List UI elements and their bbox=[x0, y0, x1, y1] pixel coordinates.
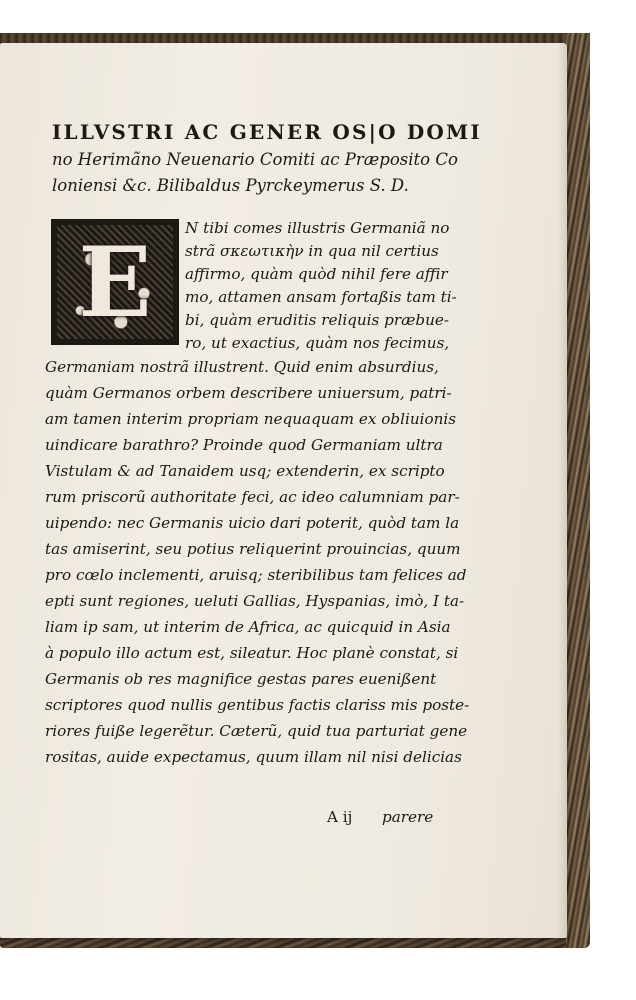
text-line: epti sunt regiones, ueluti Gallias, Hyspanias, imò, I ta- bbox=[45, 592, 465, 610]
text-line: quàm Germanos orbem describere uniuersum, patri- bbox=[45, 384, 452, 402]
text-line: uipendo: nec Germanis uicio dari poterit, quòd tam la bbox=[45, 514, 460, 532]
text-line: liam ip sam, ut interim de Africa, ac quicquid in Asia bbox=[45, 618, 451, 636]
heading-line-1: ILLVSTRI AC GENER OS|O DOMI bbox=[52, 120, 482, 144]
text-line: strã σκεωτικὴν in qua nil certius bbox=[185, 242, 439, 260]
page-edge-shadow bbox=[557, 43, 567, 938]
initial-letter: E bbox=[78, 225, 152, 339]
text-line: Germanis ob res magnifice gestas pares euenißent bbox=[45, 670, 437, 688]
catchword: parere bbox=[382, 808, 434, 826]
text-line: Germaniam nostrã illustrent. Quid enim absurdius, bbox=[45, 358, 439, 376]
book bbox=[0, 33, 590, 948]
text-line: rum priscorũ authoritate feci, ac ideo calumniam par- bbox=[45, 488, 460, 506]
text-line: am tamen interim propriam nequaquam ex obliuionis bbox=[45, 410, 457, 428]
text-line: mo, attamen ansam fortaßis tam ti- bbox=[185, 288, 457, 306]
text-line: tas amiserint, seu potius reliquerint prouincias, quum bbox=[45, 540, 461, 558]
text-line: ro, ut exactius, quàm nos fecimus, bbox=[185, 334, 450, 352]
text-line: bi, quàm eruditis reliquis præbue- bbox=[185, 311, 450, 329]
heading-line-2: no Herimãno Neuenario Comiti ac Præposito Co bbox=[52, 150, 458, 169]
text-line: uindicare barathro? Proinde quod Germaniam ultra bbox=[45, 436, 443, 454]
text-line: rositas, auide expectamus, quum illam nil nisi delicias bbox=[45, 748, 462, 766]
text-line: Vistulam & ad Tanaidem usq; extenderin, ex scripto bbox=[45, 462, 445, 480]
signature-mark: A ij bbox=[327, 808, 353, 826]
text-line: pro cœlo inclementi, aruisq; steribilibus tam felices ad bbox=[45, 566, 467, 584]
text-line: riores fuiße legerẽtur. Cæterũ, quid tua parturiat gene bbox=[45, 722, 468, 740]
text-line: scriptores quod nullis gentibus factis clariss mis poste- bbox=[45, 696, 470, 714]
text-line: N tibi comes illustris Germaniã no bbox=[185, 219, 450, 237]
cover-edge-marble bbox=[566, 33, 590, 948]
heading-line-3: loniensi &c. Bilibaldus Pyrckeymerus S. D. bbox=[52, 176, 409, 195]
text-line: à populo illo actum est, sileatur. Hoc planè constat, si bbox=[45, 644, 459, 662]
page-footer bbox=[45, 43, 440, 843]
text-line: affirmo, quàm quòd nihil fere affir bbox=[185, 265, 448, 283]
printed-page bbox=[0, 43, 567, 938]
